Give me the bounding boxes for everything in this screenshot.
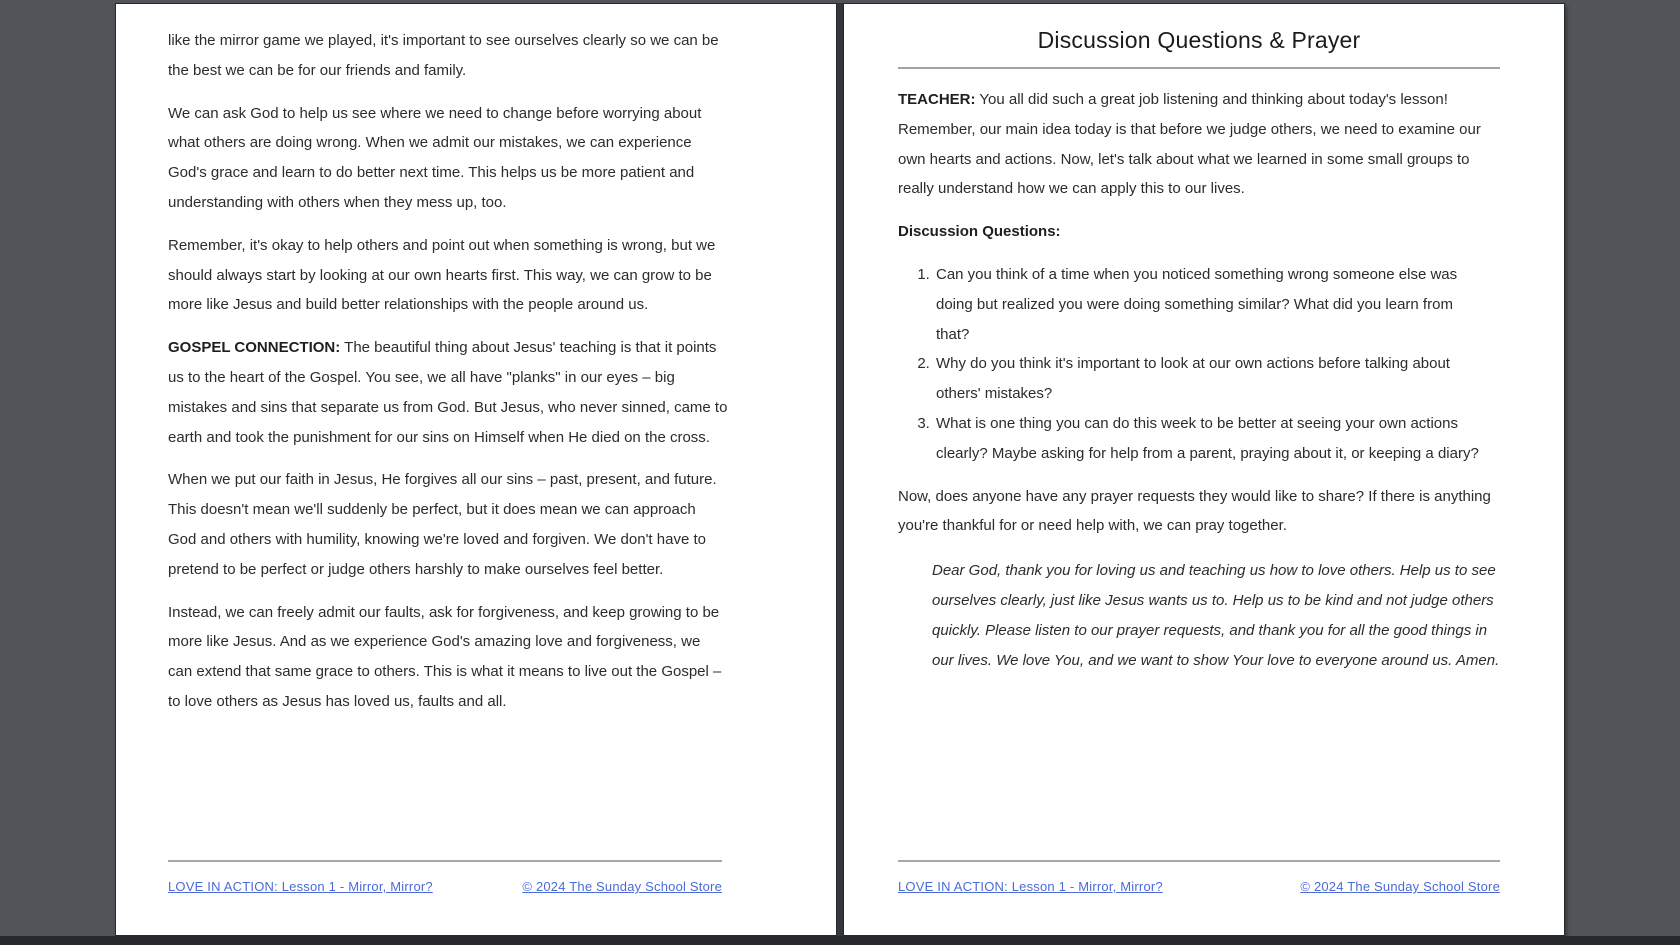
paragraph-text: like the mirror game we played, it's important to see ourselves clearly so we can be the best we can be for our friends and family. xyxy=(168,32,719,79)
discussion-question-item: 3. What is one thing you can do this week to be better at seeing your own actions clearly? Maybe asking for help from a parent, praying about it, or keeping a diary? xyxy=(934,409,1483,469)
page-left xyxy=(115,3,837,936)
footer-links xyxy=(898,879,1500,894)
lesson-title-link[interactable]: LOVE IN ACTION: Lesson 1 - Mirror, Mirror? xyxy=(168,879,433,894)
paragraph xyxy=(168,231,728,320)
discussion-questions-list xyxy=(898,260,1483,469)
discussion-question-item: 1. Can you think of a time when you noticed something wrong someone else was doing but realized you were doing something similar? What did you learn from that? xyxy=(934,260,1483,349)
teacher-label: TEACHER: xyxy=(898,91,976,108)
paragraph-continuation xyxy=(168,26,728,86)
lesson-title-link[interactable]: LOVE IN ACTION: Lesson 1 - Mirror, Mirror? xyxy=(898,879,1163,894)
paragraph-text: When we put our faith in Jesus, He forgives all our sins – past, present, and future. This doesn't mean we'll suddenly be perfect, but it does mean we can approach God and others with humility, knowing we're loved and forgiven. We don't have to pretend to be perfect or judge others harshly to make ourselves feel better. xyxy=(168,471,717,578)
paragraph-gospel-connection xyxy=(168,333,728,452)
footer-divider xyxy=(168,860,722,862)
footer-divider xyxy=(898,860,1500,862)
page-left-footer xyxy=(168,860,722,894)
discussion-questions-heading: Discussion Questions: xyxy=(898,223,1061,241)
page-right-body xyxy=(844,26,1500,675)
copyright-link[interactable]: © 2024 The Sunday School Store xyxy=(1300,879,1500,894)
prayer-intro-paragraph: Now, does anyone have any prayer requests they would like to share? If there is anything you're thankful for or need help with, we can pray together. xyxy=(898,487,1491,535)
page-right xyxy=(843,3,1565,936)
paragraph-text: You all did such a great job listening and thinking about today's lesson! Remember, our main idea today is that before we judge others, we need to examine our own hearts and actions. Now, let's talk about what we learned in some small groups to really understand how we can apply this to our lives. xyxy=(898,91,1481,198)
title-divider xyxy=(898,67,1500,69)
paragraph-text: Remember, it's okay to help others and point out when something is wrong, but we should always start by looking at our own hearts first. This way, we can grow to be more like Jesus and build better relationships with the people around us. xyxy=(168,236,716,314)
prayer-paragraph: Dear God, thank you for loving us and teaching us how to love others. Help us to see ourselves clearly, just like Jesus wants us to. Help us to be kind and not judge others quickly. Please listen to our prayer requests, and thank you for all the good things in our lives. We love You, and we want to show Your love to everyone around us. Amen. xyxy=(932,562,1500,669)
paragraph xyxy=(168,465,728,584)
page-right-footer xyxy=(898,860,1500,894)
page-title: Discussion Questions & Prayer xyxy=(1037,27,1361,53)
copyright-link[interactable]: © 2024 The Sunday School Store xyxy=(522,879,722,894)
paragraph-text: We can ask God to help us see where we need to change before worrying about what others are doing wrong. When we admit our mistakes, we can experience God's grace and learn to do better next time. This helps us be more patient and understanding with others when they mess up, too. xyxy=(168,104,702,211)
gospel-connection-label: GOSPEL CONNECTION: xyxy=(168,339,341,357)
paragraph-text: The beautiful thing about Jesus' teaching is that it points us to the heart of the Gospel. You see, we all have "planks" in our eyes – big mistakes and sins that separate us from God. But Jesus, who never sinned, came to earth and took the punishment for our sins on Himself when He died on the cross. xyxy=(168,339,728,446)
teacher-paragraph xyxy=(898,85,1500,204)
paragraph-text: Instead, we can freely admit our faults, ask for forgiveness, and keep growing to be more like Jesus. And as we experience God's amazing love and forgiveness, we can extend that same grace to others. This is what it means to live out the Gospel – to love others as Jesus has loved us, faults and all. xyxy=(168,603,722,710)
paragraph xyxy=(168,598,728,717)
discussion-question-item: 2. Why do you think it's important to look at our own actions before talking about others' mistakes? xyxy=(934,349,1483,409)
viewer-bottom-edge xyxy=(0,936,1680,945)
page-left-body xyxy=(116,4,746,717)
paragraph xyxy=(168,99,728,218)
footer-links xyxy=(168,879,722,894)
